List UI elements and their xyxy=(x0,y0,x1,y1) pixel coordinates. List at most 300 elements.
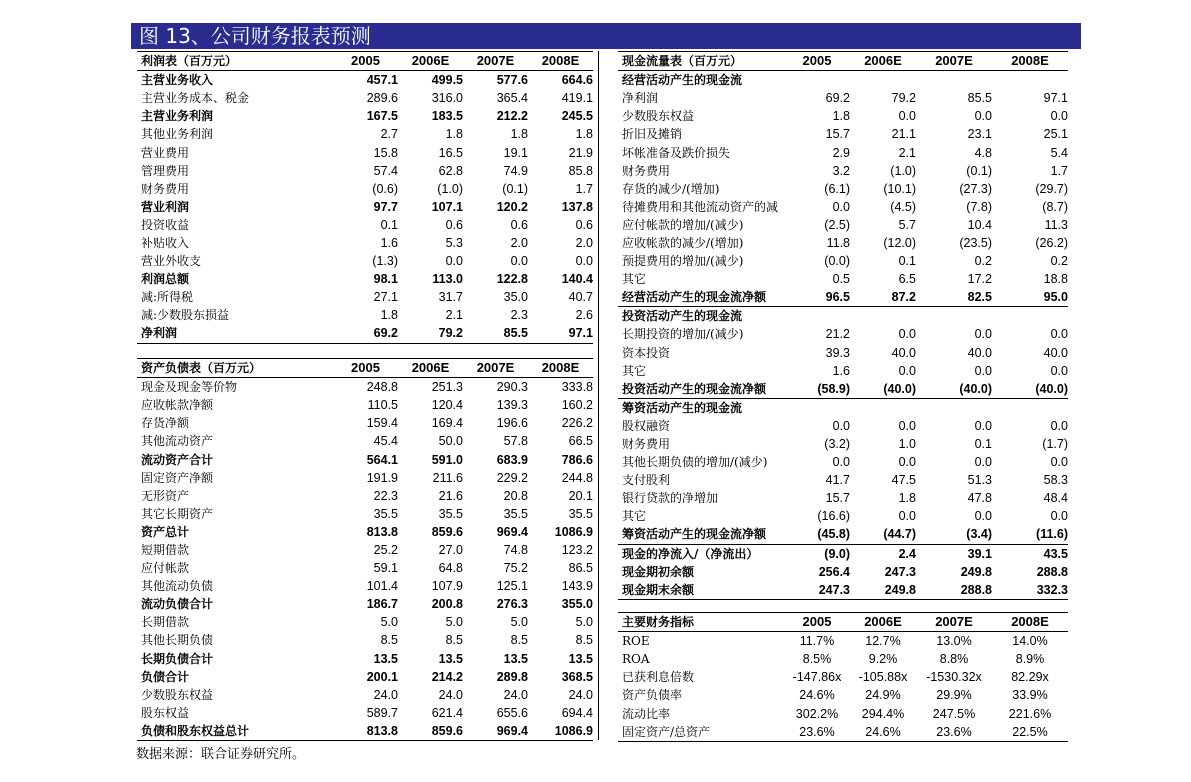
balance-header-row xyxy=(137,359,593,378)
value-cell: 249.8 xyxy=(850,581,916,600)
value-cell xyxy=(850,307,916,326)
value-cell: 21.9 xyxy=(568,145,593,160)
value-cell: 813.8 xyxy=(366,524,398,539)
value-cell xyxy=(784,398,850,417)
row-label: 存货的减少/(增加) xyxy=(622,181,720,196)
value-cell: 96.5 xyxy=(825,290,850,305)
value-cell: 1.8 xyxy=(380,308,398,323)
table-row xyxy=(137,595,593,613)
row-label: 少数股东权益 xyxy=(622,109,695,124)
table-row xyxy=(137,523,593,541)
row-label: 投资活动产生的现金流 xyxy=(618,307,784,326)
row-label: 固定资产净额 xyxy=(141,470,214,485)
table-row xyxy=(618,453,1068,471)
row-label: 流动比率 xyxy=(622,706,671,721)
value-cell: 45.4 xyxy=(373,434,398,449)
row-label: 其它 xyxy=(622,363,647,378)
value-cell: (1.0) xyxy=(437,181,463,196)
row-label: 资本投资 xyxy=(622,345,671,360)
value-cell: 35.5 xyxy=(438,506,463,521)
value-cell: (6.1) xyxy=(824,181,850,196)
value-cell: 200.1 xyxy=(366,669,398,684)
row-label: 补贴收入 xyxy=(141,235,190,250)
row-label: 利润总额 xyxy=(141,272,190,287)
table-row xyxy=(137,541,593,559)
value-cell: 5.0 xyxy=(380,615,398,630)
row-label: 短期借款 xyxy=(141,542,190,557)
row-label: 预提费用的增加/(减少) xyxy=(622,254,744,269)
value-cell: 15.8 xyxy=(373,145,398,160)
value-cell: 123.2 xyxy=(561,542,593,557)
value-cell: (40.0) xyxy=(883,381,916,396)
year-column-header: 2008E xyxy=(528,359,593,378)
year-column-header: 2008E xyxy=(528,52,593,71)
value-cell: 35.0 xyxy=(503,290,528,305)
value-cell: 0.0 xyxy=(898,509,916,524)
row-label: 减:少数股东损益 xyxy=(141,308,230,323)
value-cell: 1086.9 xyxy=(528,722,593,741)
value-cell: 24.6% xyxy=(799,688,835,703)
value-cell: 11.7% xyxy=(799,634,835,649)
value-cell: 24.9% xyxy=(865,688,901,703)
year-column-header: 2005 xyxy=(333,359,398,378)
value-cell: 564.1 xyxy=(366,452,398,467)
value-cell: 4.8 xyxy=(974,145,992,160)
value-cell: 499.5 xyxy=(431,73,463,88)
value-cell: 101.4 xyxy=(366,579,398,594)
column-divider xyxy=(598,51,599,740)
value-cell: 11.3 xyxy=(1044,217,1068,232)
value-cell: 8.5 xyxy=(510,633,528,648)
value-cell: 1.7 xyxy=(575,181,593,196)
row-label: 现金的净流入/（净流出） xyxy=(618,544,784,563)
value-cell: 0.0 xyxy=(974,509,992,524)
row-label: 营业费用 xyxy=(141,145,190,160)
value-cell: (0.6) xyxy=(372,181,398,196)
row-label: 其他长期负债 xyxy=(141,633,214,648)
value-cell: 15.7 xyxy=(825,127,850,142)
table-row xyxy=(137,71,593,90)
data-source-note: 数据来源：联合证券研究所。 xyxy=(136,747,306,762)
value-cell: 0.0 xyxy=(974,363,992,378)
value-cell: (2.5) xyxy=(824,217,850,232)
row-label: 长期投资的增加/(减少) xyxy=(622,327,744,342)
value-cell: 140.4 xyxy=(561,272,593,287)
value-cell xyxy=(916,307,992,326)
row-label: 营业利润 xyxy=(141,199,190,214)
value-cell: 683.9 xyxy=(496,452,528,467)
value-cell: 1.8 xyxy=(832,109,850,124)
value-cell: (0.1) xyxy=(966,163,992,178)
value-cell: 655.6 xyxy=(496,705,528,720)
value-cell: (9.0) xyxy=(784,544,850,563)
value-cell: 85.5 xyxy=(463,324,528,343)
value-cell: (11.6) xyxy=(1036,527,1068,542)
table-row xyxy=(137,270,593,288)
value-cell xyxy=(916,71,992,90)
table-row xyxy=(137,162,593,180)
row-label: 流动资产合计 xyxy=(141,452,214,467)
row-label: 少数股东权益 xyxy=(141,687,214,702)
row-label: 资产总计 xyxy=(141,524,190,539)
value-cell: 288.8 xyxy=(1036,564,1068,579)
value-cell: 289.8 xyxy=(496,669,528,684)
value-cell: 8.9% xyxy=(1015,652,1045,667)
value-cell: 0.6 xyxy=(445,217,463,232)
table-row xyxy=(618,143,1068,161)
row-label: 长期借款 xyxy=(141,615,190,630)
row-label: 管理费用 xyxy=(141,163,190,178)
value-cell: 229.2 xyxy=(496,470,528,485)
value-cell: 2.0 xyxy=(510,235,528,250)
table-row xyxy=(618,198,1068,216)
value-cell: 13.5 xyxy=(438,651,463,666)
value-cell: (8.7) xyxy=(1042,199,1068,214)
value-cell: 8.5% xyxy=(802,652,832,667)
value-cell xyxy=(850,71,916,90)
value-cell: 15.7 xyxy=(825,491,850,506)
table-row xyxy=(618,380,1068,399)
table-row xyxy=(618,686,1068,704)
value-cell xyxy=(784,307,850,326)
value-cell: 21.2 xyxy=(825,327,850,342)
value-cell: 97.7 xyxy=(373,199,398,214)
table-row xyxy=(137,686,593,704)
value-cell: 125.1 xyxy=(496,579,528,594)
value-cell: 276.3 xyxy=(496,597,528,612)
value-cell: 419.1 xyxy=(561,91,593,106)
value-cell: (44.7) xyxy=(883,527,916,542)
value-cell: 13.0% xyxy=(936,634,972,649)
value-cell: 74.9 xyxy=(503,163,528,178)
value-cell: 214.2 xyxy=(431,669,463,684)
value-cell: 40.0 xyxy=(1043,345,1068,360)
value-cell: 75.2 xyxy=(503,561,528,576)
value-cell: 2.4 xyxy=(850,544,916,563)
table-row xyxy=(618,544,1068,563)
value-cell: 365.4 xyxy=(496,91,528,106)
value-cell: 6.5 xyxy=(898,272,916,287)
table-row xyxy=(618,162,1068,180)
year-column-header: 2008E xyxy=(992,613,1068,632)
value-cell: 25.2 xyxy=(373,542,398,557)
row-label: 现金期初余额 xyxy=(622,564,695,579)
value-cell: 221.6% xyxy=(1008,706,1052,721)
value-cell: 0.2 xyxy=(974,254,992,269)
value-cell: 251.3 xyxy=(431,380,463,395)
year-column-header: 2006E xyxy=(398,52,463,71)
value-cell: 457.1 xyxy=(366,73,398,88)
ratios-header-row xyxy=(618,613,1068,632)
value-cell: 21.6 xyxy=(438,488,463,503)
value-cell: 48.4 xyxy=(1043,491,1068,506)
table-row xyxy=(137,378,593,397)
value-cell: 58.3 xyxy=(1043,473,1068,488)
value-cell: 25.1 xyxy=(1043,127,1068,142)
value-cell: 13.5 xyxy=(503,651,528,666)
row-label: 财务费用 xyxy=(622,163,671,178)
value-cell: -1530.32x xyxy=(926,670,982,685)
value-cell: 13.5 xyxy=(568,651,593,666)
row-label: 股权融资 xyxy=(622,418,671,433)
value-cell: 113.0 xyxy=(432,272,463,287)
value-cell: 0.0 xyxy=(832,418,850,433)
value-cell: 0.0 xyxy=(974,418,992,433)
cashflow-header-row xyxy=(618,52,1068,71)
value-cell: 35.5 xyxy=(373,506,398,521)
table-row xyxy=(618,525,1068,544)
value-cell: 47.8 xyxy=(967,491,992,506)
value-cell: (1.7) xyxy=(1042,437,1068,452)
table-row xyxy=(137,324,593,343)
table-row xyxy=(137,650,593,668)
value-cell: 8.8% xyxy=(939,652,969,667)
row-label: 其它 xyxy=(622,272,647,287)
table-row xyxy=(618,307,1068,326)
value-cell: 0.1 xyxy=(898,254,916,269)
value-cell: 294.4% xyxy=(861,706,905,721)
value-cell xyxy=(992,71,1068,90)
value-cell: 0.0 xyxy=(1050,509,1068,524)
value-cell: 12.7% xyxy=(865,634,901,649)
table-row xyxy=(137,668,593,686)
value-cell: 35.5 xyxy=(503,506,528,521)
row-label: 坏帐准备及跌价损失 xyxy=(622,145,731,160)
value-cell: 17.2 xyxy=(967,272,992,287)
row-label: 投资活动产生的现金流净额 xyxy=(622,381,767,396)
table-row xyxy=(137,234,593,252)
value-cell: 51.3 xyxy=(967,473,992,488)
row-label: 已获利息倍数 xyxy=(622,670,695,685)
value-cell: 0.1 xyxy=(380,217,398,232)
row-label: 主营业务利润 xyxy=(141,109,214,124)
table-row xyxy=(618,563,1068,581)
row-label: 应收帐款的减少/(增加) xyxy=(622,235,744,250)
value-cell: (23.5) xyxy=(959,235,992,250)
value-cell: 22.3 xyxy=(373,488,398,503)
value-cell: 85.8 xyxy=(568,163,593,178)
value-cell: 0.0 xyxy=(898,109,916,124)
value-cell: 40.7 xyxy=(568,290,593,305)
value-cell: 0.0 xyxy=(575,254,593,269)
value-cell: 368.5 xyxy=(561,669,593,684)
table-row xyxy=(137,722,593,741)
income-header-row xyxy=(137,52,593,71)
value-cell: 86.5 xyxy=(568,561,593,576)
table-row xyxy=(137,414,593,432)
value-cell: 0.0 xyxy=(1050,109,1068,124)
value-cell: 107.1 xyxy=(431,199,463,214)
table-row xyxy=(137,577,593,595)
value-cell: 24.6% xyxy=(850,723,916,742)
value-cell: 0.1 xyxy=(974,437,992,452)
value-cell: 2.1 xyxy=(445,308,463,323)
value-cell: 97.1 xyxy=(1043,91,1068,106)
value-cell xyxy=(992,398,1068,417)
value-cell xyxy=(992,307,1068,326)
table-row xyxy=(137,505,593,523)
year-column-header: 2006E xyxy=(850,613,916,632)
value-cell: 191.9 xyxy=(366,470,398,485)
table-title: 主要财务指标 xyxy=(618,613,784,632)
value-cell: 0.0 xyxy=(974,455,992,470)
value-cell: 27.1 xyxy=(373,290,398,305)
cash-flow-statement-table xyxy=(618,51,1068,600)
table-row xyxy=(137,396,593,414)
value-cell: 20.1 xyxy=(568,488,593,503)
value-cell: 0.0 xyxy=(898,455,916,470)
year-column-header: 2005 xyxy=(333,52,398,71)
value-cell: 8.5 xyxy=(445,633,463,648)
value-cell: (3.2) xyxy=(824,437,850,452)
value-cell: 0.0 xyxy=(974,327,992,342)
value-cell: 183.5 xyxy=(431,109,463,124)
row-label: 长期负债合计 xyxy=(141,651,214,666)
row-label: 股东权益 xyxy=(141,705,190,720)
value-cell: 577.6 xyxy=(496,73,528,88)
table-row xyxy=(137,180,593,198)
value-cell: 59.1 xyxy=(373,561,398,576)
row-label: 银行贷款的净增加 xyxy=(622,491,719,506)
table-row xyxy=(137,216,593,234)
value-cell: 167.5 xyxy=(366,109,398,124)
key-financial-ratios-table xyxy=(618,612,1068,742)
value-cell: (10.1) xyxy=(883,181,916,196)
value-cell: 196.6 xyxy=(496,416,528,431)
row-label: 净利润 xyxy=(137,324,333,343)
value-cell: (27.3) xyxy=(959,181,992,196)
value-cell: 5.3 xyxy=(445,235,463,250)
row-label: 其他业务利润 xyxy=(141,127,214,142)
value-cell: 859.6 xyxy=(398,722,463,741)
value-cell xyxy=(916,398,992,417)
value-cell: 82.29x xyxy=(1011,670,1049,685)
value-cell: 24.0 xyxy=(503,687,528,702)
value-cell: 0.5 xyxy=(832,272,850,287)
table-row xyxy=(618,252,1068,270)
value-cell: 0.0 xyxy=(974,109,992,124)
row-label: ROE xyxy=(622,634,650,649)
value-cell: 21.1 xyxy=(891,127,916,142)
row-label: 现金及现金等价物 xyxy=(141,380,238,395)
row-label: 筹资活动产生的现金流 xyxy=(618,398,784,417)
table-row xyxy=(618,325,1068,343)
row-label: 应付帐款的增加/(减少) xyxy=(622,217,744,232)
value-cell: 969.4 xyxy=(496,524,528,539)
value-cell: 288.8 xyxy=(916,581,992,600)
value-cell: 0.2 xyxy=(1050,254,1068,269)
value-cell: 31.7 xyxy=(438,290,463,305)
value-cell: 621.4 xyxy=(431,705,463,720)
value-cell: 290.3 xyxy=(496,380,528,395)
table-row xyxy=(137,306,593,324)
row-label: 资产负债率 xyxy=(622,688,683,703)
value-cell: 62.8 xyxy=(438,163,463,178)
year-column-header: 2007E xyxy=(916,613,992,632)
value-cell: 41.7 xyxy=(825,473,850,488)
value-cell: 591.0 xyxy=(431,452,463,467)
value-cell: 316.0 xyxy=(431,91,463,106)
value-cell: (40.0) xyxy=(1035,381,1068,396)
row-label: 其他流动负债 xyxy=(141,579,214,594)
table-row xyxy=(137,704,593,722)
table-row xyxy=(618,71,1068,90)
value-cell: 2.6 xyxy=(575,308,593,323)
value-cell: 0.0 xyxy=(898,363,916,378)
value-cell: 110.5 xyxy=(367,398,398,413)
value-cell: 247.5% xyxy=(932,706,976,721)
table-row xyxy=(618,180,1068,198)
year-column-header: 2006E xyxy=(398,359,463,378)
table-row xyxy=(618,125,1068,143)
value-cell: (12.0) xyxy=(883,235,916,250)
value-cell: 159.4 xyxy=(366,416,398,431)
row-label: 支付股利 xyxy=(622,473,671,488)
value-cell: 0.6 xyxy=(510,217,528,232)
table-row xyxy=(618,704,1068,722)
value-cell: 24.0 xyxy=(373,687,398,702)
value-cell: 69.2 xyxy=(333,324,398,343)
value-cell: 9.2% xyxy=(868,652,898,667)
value-cell: 19.1 xyxy=(503,145,528,160)
value-cell: 82.5 xyxy=(967,290,992,305)
value-cell: 0.0 xyxy=(1050,455,1068,470)
value-cell: 244.8 xyxy=(561,470,593,485)
value-cell: (26.2) xyxy=(1035,235,1068,250)
value-cell: 0.0 xyxy=(898,418,916,433)
table-title: 现金流量表（百万元） xyxy=(618,52,784,71)
value-cell: 5.7 xyxy=(898,217,916,232)
table-row xyxy=(618,417,1068,435)
value-cell: 50.0 xyxy=(438,434,463,449)
value-cell: 5.0 xyxy=(445,615,463,630)
value-cell: 332.3 xyxy=(992,581,1068,600)
balance-sheet-table xyxy=(137,358,593,741)
table-row xyxy=(137,487,593,505)
value-cell: 289.6 xyxy=(366,91,398,106)
row-label: 减:所得税 xyxy=(141,290,194,305)
value-cell: 2.0 xyxy=(575,235,593,250)
value-cell: -105.88x xyxy=(858,670,908,685)
value-cell: 247.3 xyxy=(784,581,850,600)
year-column-header: 2007E xyxy=(463,52,528,71)
value-cell: 16.5 xyxy=(438,145,463,160)
row-label: 负债合计 xyxy=(141,669,190,684)
value-cell: -147.86x xyxy=(792,670,842,685)
value-cell: 1.7 xyxy=(1050,163,1068,178)
table-row xyxy=(137,143,593,161)
row-label: 现金期末余额 xyxy=(618,581,784,600)
value-cell: 24.0 xyxy=(438,687,463,702)
value-cell: (29.7) xyxy=(1035,181,1068,196)
row-label: 无形资产 xyxy=(141,488,190,503)
row-label: 折旧及摊销 xyxy=(622,127,683,142)
value-cell: 160.2 xyxy=(561,398,593,413)
value-cell: (58.9) xyxy=(817,381,850,396)
value-cell: 1.0 xyxy=(898,437,916,452)
table-row xyxy=(618,471,1068,489)
row-label: 财务费用 xyxy=(141,181,190,196)
value-cell: 969.4 xyxy=(463,722,528,741)
value-cell: 1.8 xyxy=(445,127,463,142)
value-cell: 256.4 xyxy=(818,564,850,579)
value-cell: (7.8) xyxy=(966,199,992,214)
table-row xyxy=(137,432,593,450)
table-row xyxy=(618,723,1068,742)
figure-title: 图 13、公司财务报表预测 xyxy=(131,23,1081,49)
value-cell: 23.1 xyxy=(967,127,992,142)
value-cell: 211.6 xyxy=(432,470,463,485)
